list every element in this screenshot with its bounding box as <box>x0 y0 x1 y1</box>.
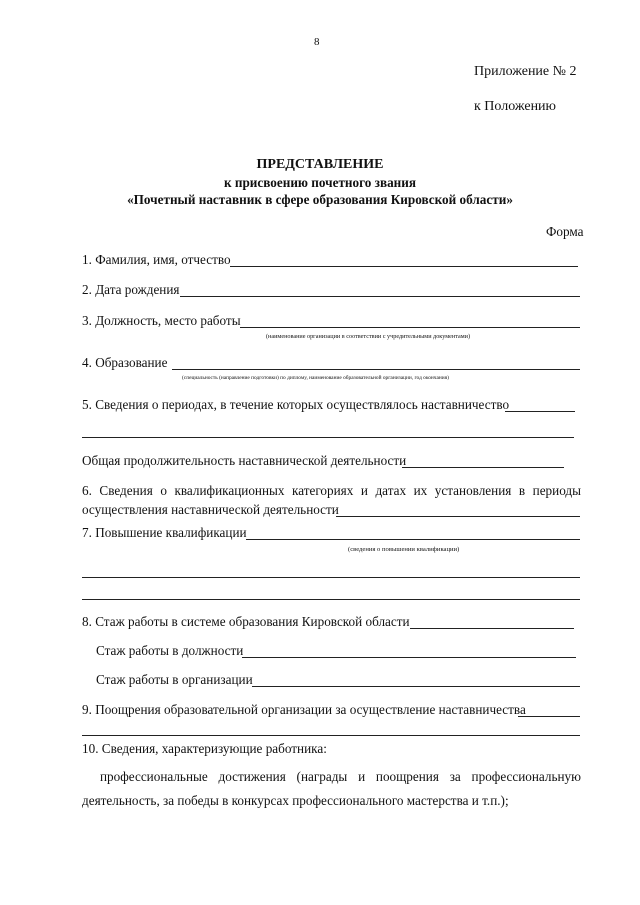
field-achievements-line2: деятельность, за победы в конкурсах профессионального мастерства и т.п.); <box>82 793 509 808</box>
field-full-name-line[interactable] <box>230 266 578 267</box>
field-regional-experience-line[interactable] <box>410 628 574 629</box>
field-characteristics-label: 10. Сведения, характеризующие работника: <box>82 741 327 756</box>
field-categories-label-line2: осуществления наставнической деятельности <box>82 502 339 517</box>
field-encouragements-line-2[interactable] <box>82 735 580 736</box>
field-encouragements-label: 9. Поощрения образовательной организации за осуществление наставничества <box>82 702 526 717</box>
field-mentorship-periods-line-2[interactable] <box>82 437 574 438</box>
field-full-name-label: 1. Фамилия, имя, отчество <box>82 252 231 267</box>
field-education-line[interactable] <box>172 369 580 370</box>
field-total-duration-label: Общая продолжительность наставнической деятельности <box>82 453 407 468</box>
document-subtitle: к присвоению почетного звания <box>223 175 417 190</box>
field-position-experience-label: Стаж работы в должности <box>96 643 244 658</box>
honorary-title-name: «Почетный наставник в сфере образования Кировской области» <box>127 192 513 207</box>
field-position-label: 3. Должность, место работы <box>82 313 241 328</box>
form-label: Форма <box>546 224 584 239</box>
appendix-label: Приложение № 2 <box>474 64 577 79</box>
field-encouragements-line[interactable] <box>518 716 580 717</box>
document-title: ПРЕДСТАВЛЕНИЕ <box>256 157 384 172</box>
field-birth-date-label: 2. Дата рождения <box>82 282 180 297</box>
field-org-experience-line[interactable] <box>252 686 580 687</box>
field-qualification-label: 7. Повышение квалификации <box>82 525 247 540</box>
field-achievements-line1: профессиональные достижения (награды и поощрения за профессиональную <box>100 769 581 784</box>
field-categories-label-line1: 6. Сведения о квалификационных категориях и датах их установления в периоды <box>82 483 581 498</box>
page-number: 8 <box>314 36 320 48</box>
field-org-experience-label: Стаж работы в организации <box>96 672 253 687</box>
regulation-label: к Положению <box>474 99 557 114</box>
field-categories-line[interactable] <box>336 516 580 517</box>
field-regional-experience-label: 8. Стаж работы в системе образования Кировской области <box>82 614 410 629</box>
field-education-label: 4. Образование <box>82 355 168 370</box>
field-qualification-line-2[interactable] <box>82 577 580 578</box>
field-position-experience-line[interactable] <box>242 657 576 658</box>
field-birth-date-line[interactable] <box>180 296 580 297</box>
field-qualification-line[interactable] <box>246 539 580 540</box>
field-education-hint: (специальность (направление подготовки) по диплому, наименование образовательной организации, год окончания) <box>182 375 449 381</box>
field-mentorship-periods-line[interactable] <box>505 411 575 412</box>
field-total-duration-line[interactable] <box>402 467 564 468</box>
field-qualification-line-3[interactable] <box>82 599 580 600</box>
field-position-hint: (наименование организации в соответствии с учредительными документами) <box>266 333 471 340</box>
field-mentorship-periods-label: 5. Сведения о периодах, в течение которых осуществлялось наставничество <box>82 397 510 412</box>
field-qualification-hint: (сведения о повышении квалификации) <box>348 546 460 553</box>
field-position-line[interactable] <box>240 327 580 328</box>
